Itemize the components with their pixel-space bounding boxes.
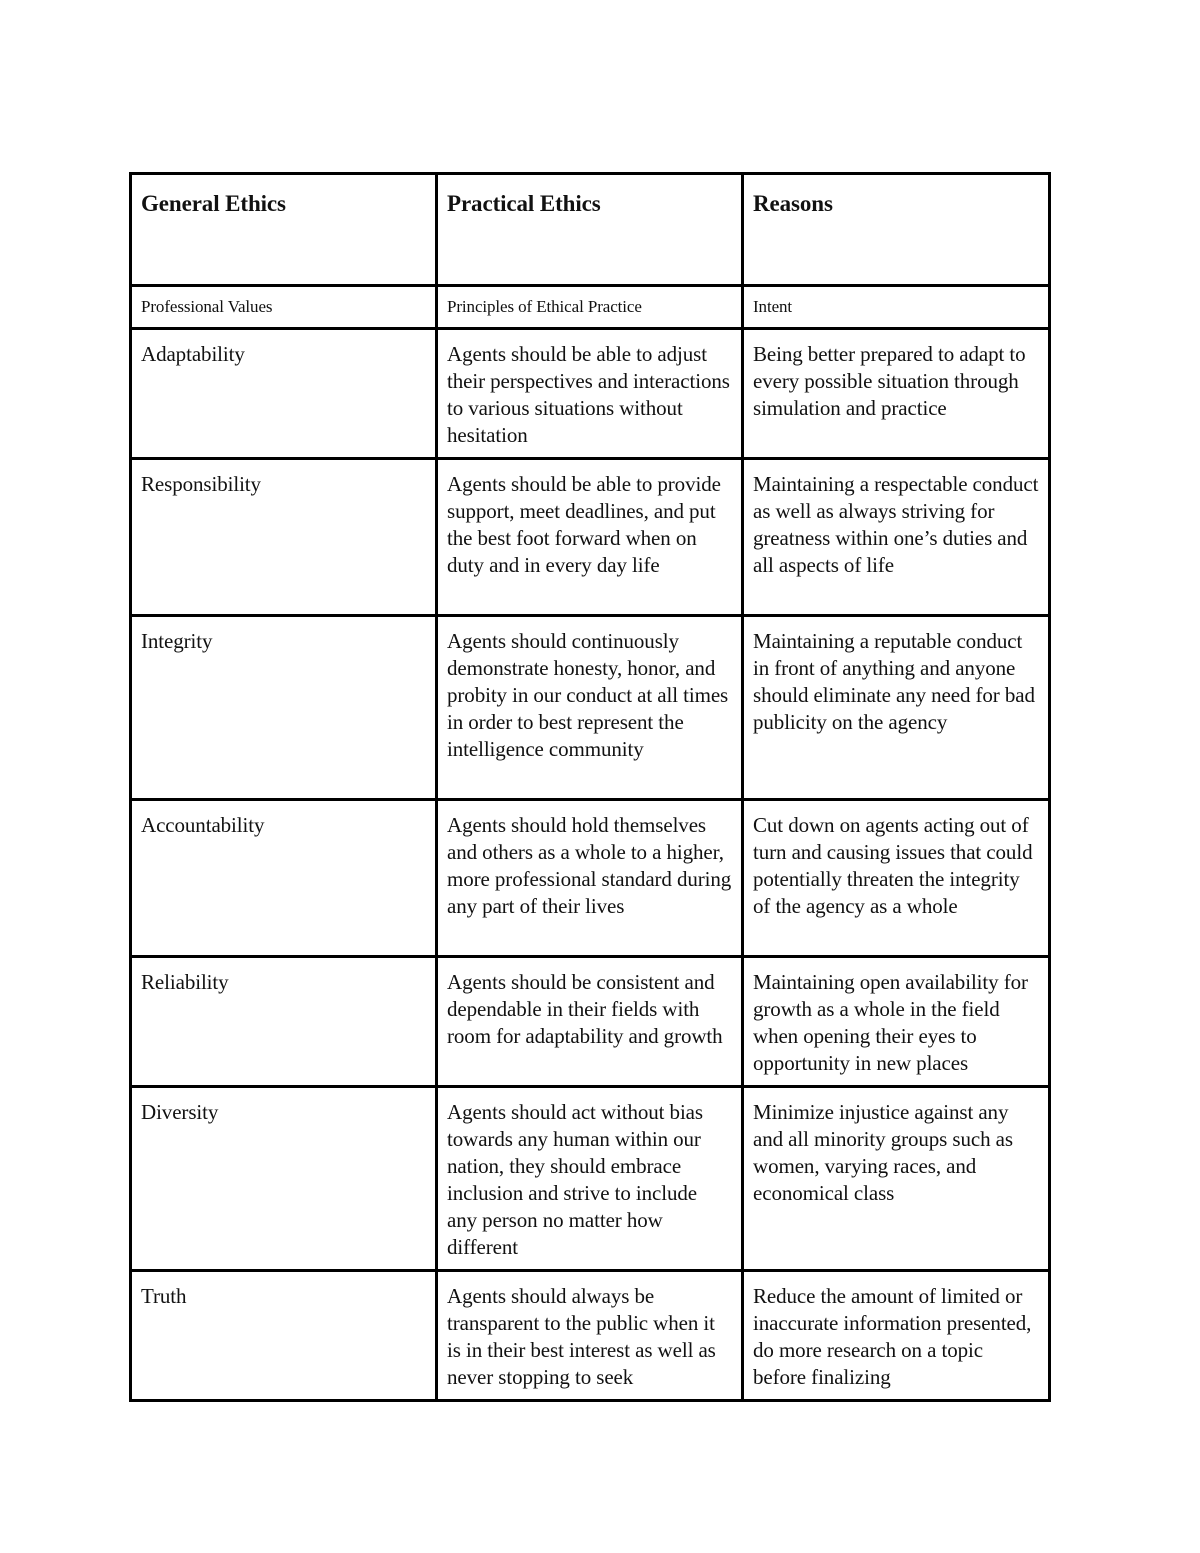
value-cell: Truth — [131, 1271, 437, 1401]
header-practical-ethics: Practical Ethics — [437, 174, 743, 286]
ethics-table — [129, 172, 1051, 1402]
table-row — [131, 616, 1050, 800]
reason-cell: Reduce the amount of limited or inaccurate information presented, do more research on a topic before finalizing — [743, 1271, 1050, 1401]
practice-cell: Agents should hold themselves and others as a whole to a higher, more professional standard during any part of their lives — [437, 800, 743, 957]
value-cell: Accountability — [131, 800, 437, 957]
table-row — [131, 329, 1050, 459]
practice-cell: Agents should be consistent and dependable in their fields with room for adaptability and growth — [437, 957, 743, 1087]
table-row — [131, 1271, 1050, 1401]
subheader-principles: Principles of Ethical Practice — [437, 286, 743, 329]
value-cell: Diversity — [131, 1087, 437, 1271]
header-reasons: Reasons — [743, 174, 1050, 286]
table-row — [131, 957, 1050, 1087]
subheader-professional-values: Professional Values — [131, 286, 437, 329]
table-row — [131, 800, 1050, 957]
header-general-ethics: General Ethics — [131, 174, 437, 286]
value-cell: Adaptability — [131, 329, 437, 459]
practice-cell: Agents should always be transparent to the public when it is in their best interest as well as never stopping to seek — [437, 1271, 743, 1401]
reason-cell: Maintaining a respectable conduct as well as always striving for greatness within one’s duties and all aspects of life — [743, 459, 1050, 616]
reason-cell: Being better prepared to adapt to every possible situation through simulation and practice — [743, 329, 1050, 459]
subheader-intent: Intent — [743, 286, 1050, 329]
reason-cell: Maintaining open availability for growth as a whole in the field when opening their eyes to opportunity in new places — [743, 957, 1050, 1087]
practice-cell: Agents should be able to provide support, meet deadlines, and put the best foot forward when on duty and in every day life — [437, 459, 743, 616]
table-row — [131, 459, 1050, 616]
practice-cell: Agents should act without bias towards any human within our nation, they should embrace inclusion and strive to include any person no matter how different — [437, 1087, 743, 1271]
header-row — [131, 174, 1050, 286]
table-row — [131, 1087, 1050, 1271]
practice-cell: Agents should continuously demonstrate honesty, honor, and probity in our conduct at all times in order to best represent the intelligence community — [437, 616, 743, 800]
reason-cell: Minimize injustice against any and all minority groups such as women, varying races, and economical class — [743, 1087, 1050, 1271]
practice-cell: Agents should be able to adjust their perspectives and interactions to various situations without hesitation — [437, 329, 743, 459]
reason-cell: Cut down on agents acting out of turn and causing issues that could potentially threaten the integrity of the agency as a whole — [743, 800, 1050, 957]
value-cell: Integrity — [131, 616, 437, 800]
subheader-row — [131, 286, 1050, 329]
reason-cell: Maintaining a reputable conduct in front of anything and anyone should eliminate any need for bad publicity on the agency — [743, 616, 1050, 800]
value-cell: Reliability — [131, 957, 437, 1087]
value-cell: Responsibility — [131, 459, 437, 616]
